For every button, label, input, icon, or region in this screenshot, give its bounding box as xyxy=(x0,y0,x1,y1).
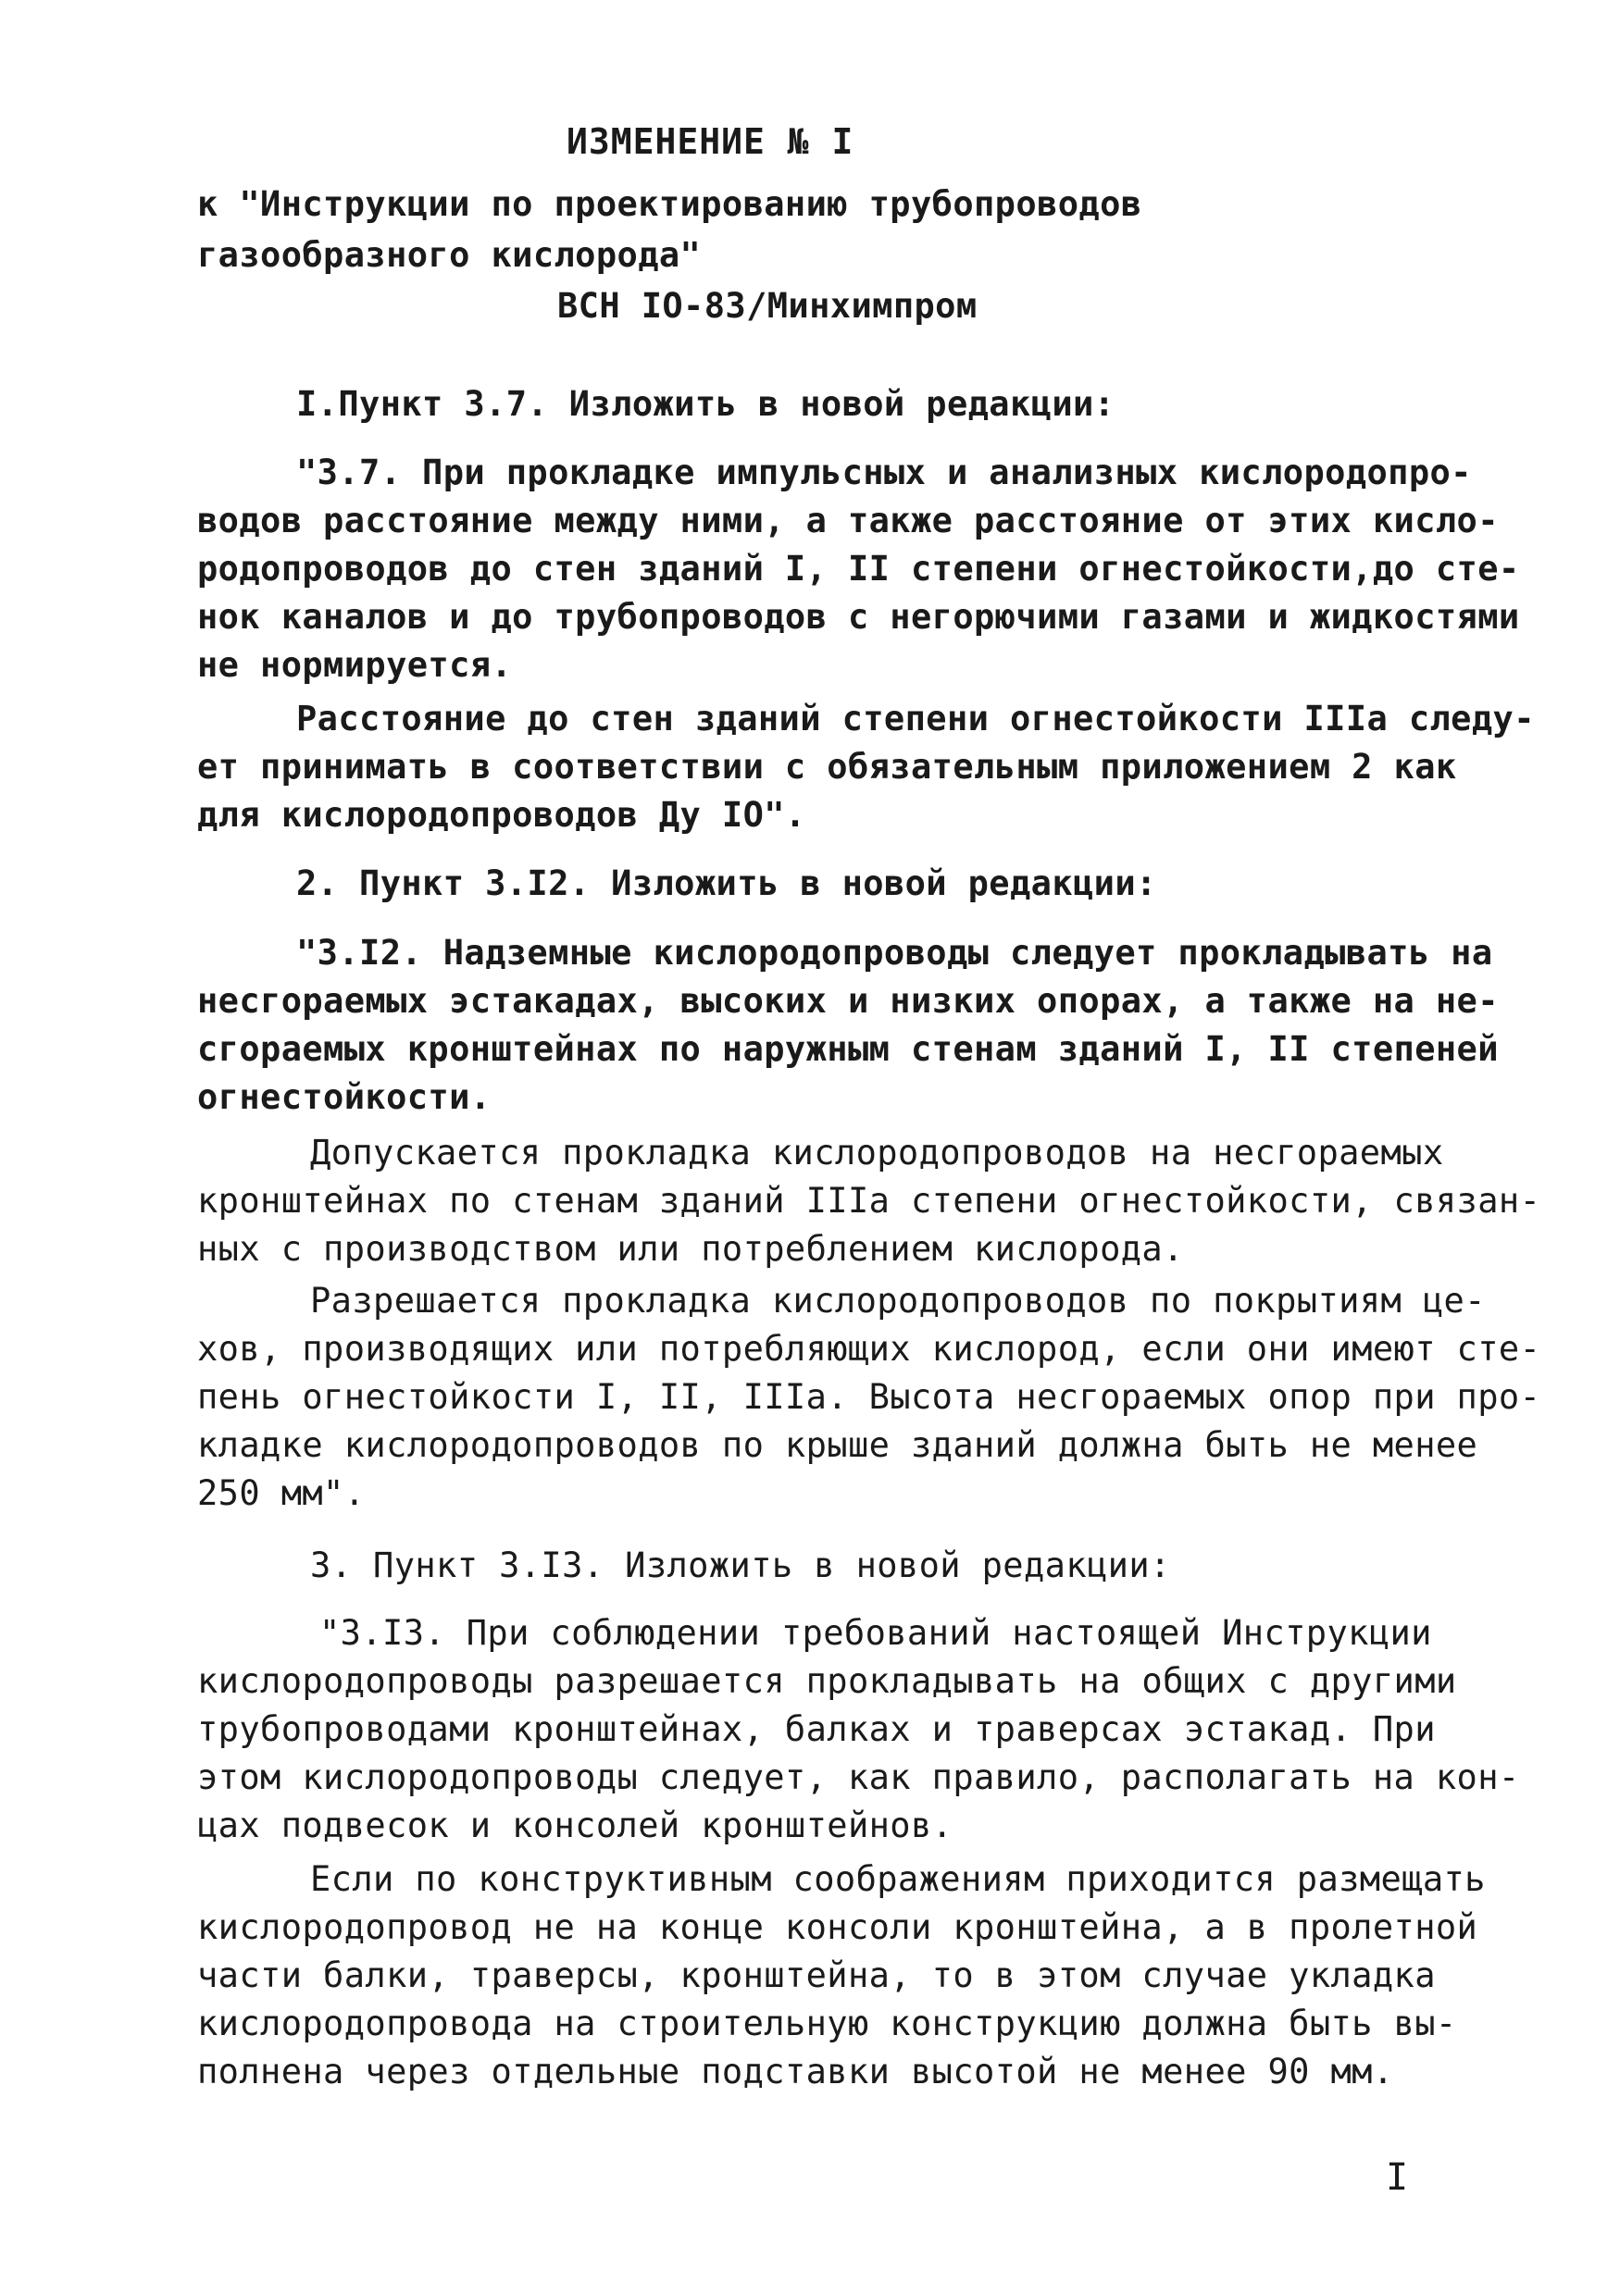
item-1-paragraph-1-line-2: водов расстояние между ними, а также расстояние от этих кисло- xyxy=(197,501,1499,540)
item-1-paragraph-2-line-1: Расстояние до стен зданий степени огнестойкости IIIа следу- xyxy=(296,699,1535,738)
item-2-paragraph-1-line-4: огнестойкости. xyxy=(197,1077,492,1117)
item-2-paragraph-3-line-4: кладке кислородопроводов по крыше зданий должна быть не менее xyxy=(197,1425,1478,1465)
item-3-paragraph-2-line-3: части балки, траверсы, кронштейна, то в этом случае укладка xyxy=(197,1955,1436,1995)
item-3-paragraph-2-line-2: кислородопровод не на конце консоли кронштейна, а в пролетной xyxy=(197,1907,1478,1947)
item-1-paragraph-1-line-4: нок каналов и до трубопроводов с негорючими газами и жидкостями xyxy=(197,597,1520,637)
item-1-paragraph-2-line-2: ет принимать в соответствии с обязательным приложением 2 как xyxy=(197,747,1457,787)
item-3-paragraph-2-line-4: кислородопровода на строительную конструкцию должна быть вы- xyxy=(197,2004,1457,2043)
item-1-paragraph-1-line-5: не нормируется. xyxy=(197,645,513,685)
item-2-paragraph-3-line-5: 250 мм". xyxy=(197,1473,366,1513)
subtitle-line-1: к "Инструкции по проектированию трубопроводов xyxy=(197,184,1142,224)
item-2-paragraph-3-line-1: Разрешается прокладка кислородопроводов по покрытиям це- xyxy=(310,1281,1486,1321)
item-2-paragraph-3-line-2: хов, производящих или потребляющих кислород, если они имеют сте- xyxy=(197,1329,1541,1369)
item-3-heading: 3. Пункт 3.I3. Изложить в новой редакции: xyxy=(310,1545,1171,1585)
item-3-paragraph-1-line-2: кислородопроводы разрешается прокладывать на общих с другими xyxy=(197,1661,1457,1701)
item-1-paragraph-2-line-3: для кислородопроводов Ду IO". xyxy=(197,795,806,835)
item-3-paragraph-2-line-1: Если по конструктивным соображениям приходится размещать xyxy=(310,1859,1486,1899)
item-3-paragraph-1-line-4: этом кислородопроводы следует, как правило, располагать на кон- xyxy=(197,1757,1520,1797)
item-2-paragraph-2-line-2: кронштейнах по стенам зданий IIIа степени огнестойкости, связан- xyxy=(197,1181,1541,1221)
item-3-paragraph-2-line-5: полнена через отдельные подставки высотой не менее 90 мм. xyxy=(197,2052,1394,2091)
item-3-paragraph-1-line-3: трубопроводами кронштейнах, балках и траверсах эстакад. При xyxy=(197,1709,1436,1749)
item-1-paragraph-1-line-3: родопроводов до стен зданий I, II степени огнестойкости,до сте- xyxy=(197,549,1520,589)
item-2-paragraph-2-line-3: ных с производством или потреблением кислорода. xyxy=(197,1229,1184,1269)
item-3-paragraph-1-line-5: цах подвесок и консолей кронштейнов. xyxy=(197,1806,953,1845)
item-2-paragraph-1-line-3: сгораемых кронштейнах по наружным стенам зданий I, II степеней xyxy=(197,1029,1499,1069)
item-2-paragraph-1-line-2: несгораемых эстакадах, высоких и низких опорах, а также на не- xyxy=(197,981,1499,1021)
item-1-paragraph-1-line-1: "3.7. При прокладке импульсных и анализных кислородопро- xyxy=(296,453,1472,492)
item-2-paragraph-1-line-1: "3.I2. Надземные кислородопроводы следует прокладывать на xyxy=(296,933,1493,973)
subtitle-line-2: газообразного кислорода" xyxy=(197,235,702,275)
document-code: ВСН IO-83/Минхимпром xyxy=(557,286,978,326)
item-1-heading: I.Пункт 3.7. Изложить в новой редакции: xyxy=(296,384,1115,424)
item-2-paragraph-2-line-1: Допускается прокладка кислородопроводов на несгораемых xyxy=(310,1133,1444,1173)
item-3-paragraph-1-line-1: "3.I3. При соблюдении требований настоящей Инструкции xyxy=(319,1613,1432,1653)
page-number: I xyxy=(1386,2156,1409,2199)
item-2-heading: 2. Пункт 3.I2. Изложить в новой редакции: xyxy=(296,863,1157,903)
document-title: ИЗМЕНЕНИЕ № I xyxy=(567,121,854,162)
item-2-paragraph-3-line-3: пень огнестойкости I, II, IIIа. Высота несгораемых опор при про- xyxy=(197,1377,1541,1417)
